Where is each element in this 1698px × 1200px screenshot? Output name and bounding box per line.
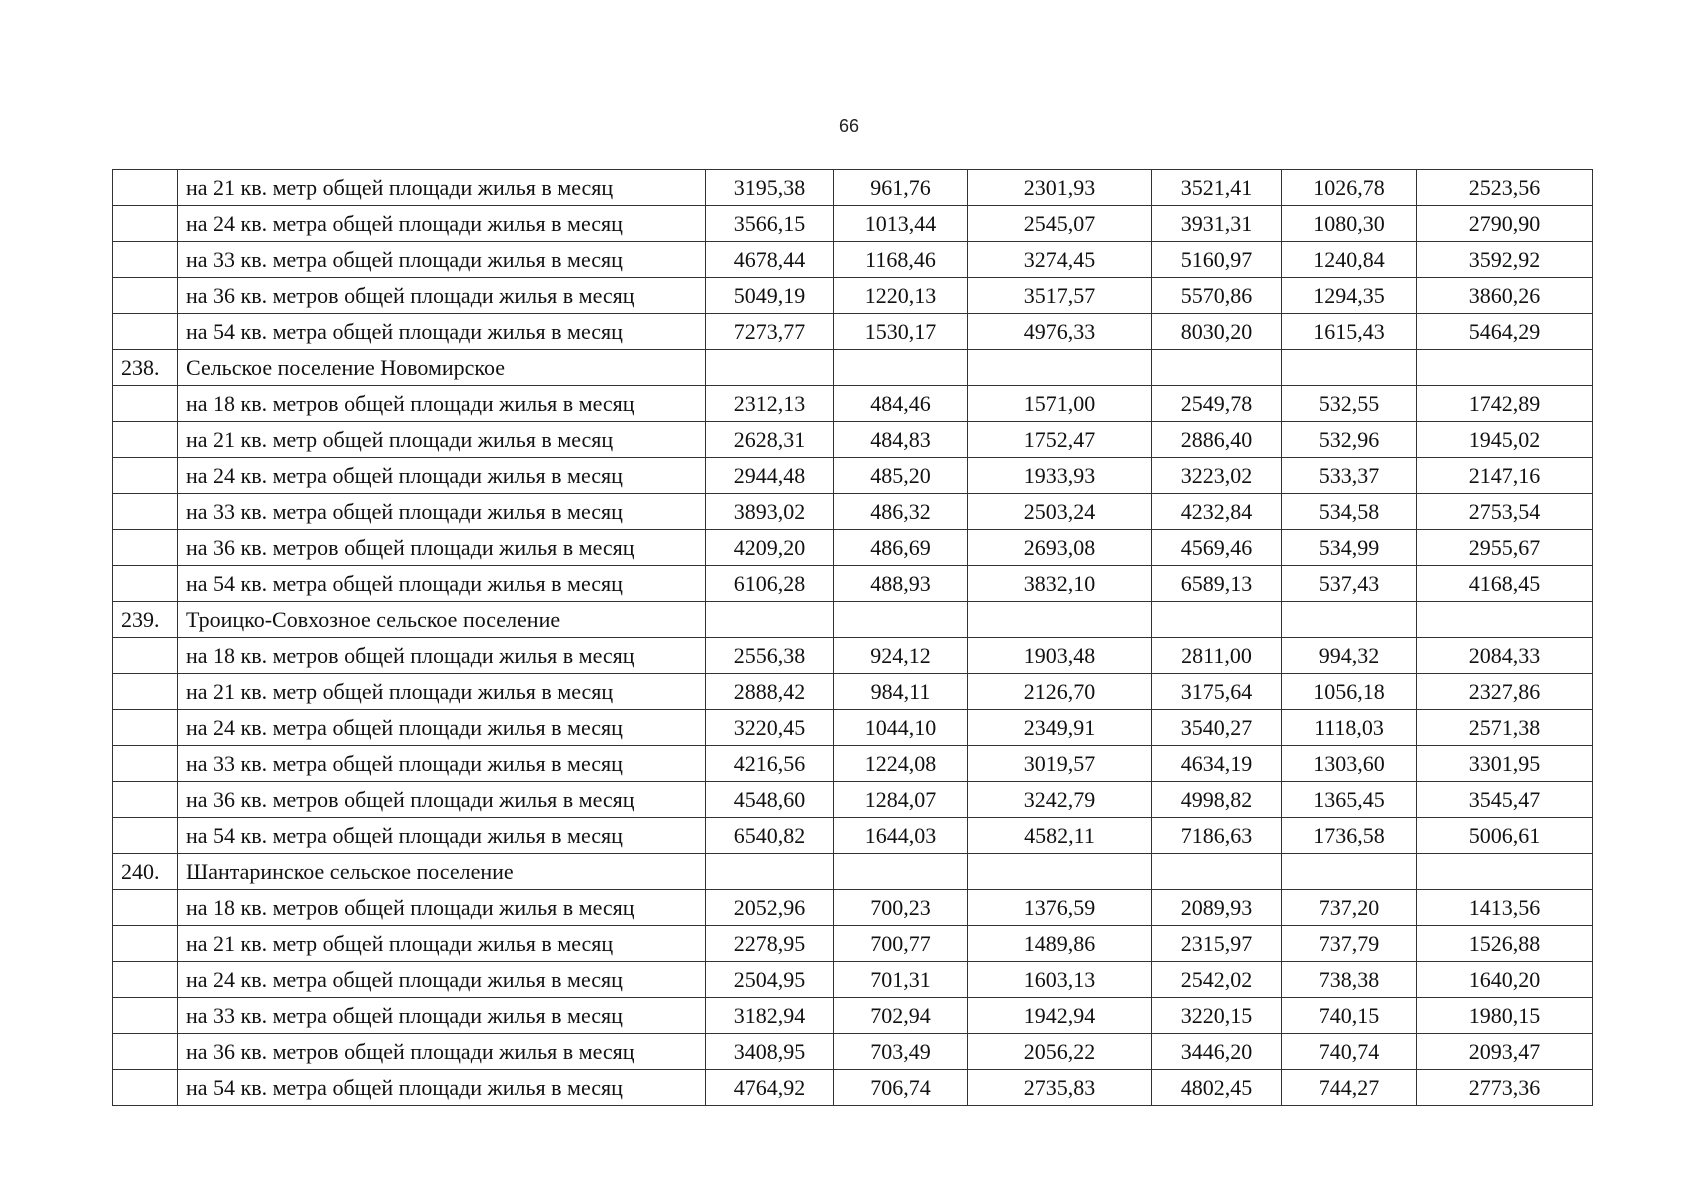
table-row <box>113 854 1593 890</box>
row-number-cell <box>113 962 178 998</box>
table-row <box>113 674 1593 710</box>
value-cell-5: 1080,30 <box>1282 206 1417 242</box>
value-cell-1: 4216,56 <box>706 746 834 782</box>
description-cell: на 36 кв. метров общей площади жилья в месяц <box>178 782 706 818</box>
value-cell-4 <box>1152 350 1282 386</box>
value-cell-3: 1752,47 <box>968 422 1152 458</box>
value-cell-2: 1044,10 <box>834 710 968 746</box>
value-cell-5 <box>1282 854 1417 890</box>
row-number-cell <box>113 566 178 602</box>
value-cell-5: 1056,18 <box>1282 674 1417 710</box>
value-cell-1: 3566,15 <box>706 206 834 242</box>
row-number-cell <box>113 494 178 530</box>
value-cell-6: 4168,45 <box>1417 566 1593 602</box>
table-row <box>113 962 1593 998</box>
value-cell-3: 3517,57 <box>968 278 1152 314</box>
value-cell-6: 3860,26 <box>1417 278 1593 314</box>
row-number-cell <box>113 530 178 566</box>
value-cell-3: 2056,22 <box>968 1034 1152 1070</box>
table-row <box>113 458 1593 494</box>
value-cell-6: 2753,54 <box>1417 494 1593 530</box>
value-cell-5: 738,38 <box>1282 962 1417 998</box>
value-cell-3: 2693,08 <box>968 530 1152 566</box>
value-cell-1: 6540,82 <box>706 818 834 854</box>
description-cell: на 54 кв. метра общей площади жилья в месяц <box>178 818 706 854</box>
value-cell-5: 532,55 <box>1282 386 1417 422</box>
value-cell-3 <box>968 350 1152 386</box>
value-cell-1: 6106,28 <box>706 566 834 602</box>
description-cell: на 33 кв. метра общей площади жилья в месяц <box>178 998 706 1034</box>
table-row <box>113 206 1593 242</box>
value-cell-1: 3182,94 <box>706 998 834 1034</box>
value-cell-3: 4976,33 <box>968 314 1152 350</box>
value-cell-6: 3592,92 <box>1417 242 1593 278</box>
value-cell-2: 1644,03 <box>834 818 968 854</box>
value-cell-5: 1240,84 <box>1282 242 1417 278</box>
value-cell-6: 2084,33 <box>1417 638 1593 674</box>
value-cell-4: 6589,13 <box>1152 566 1282 602</box>
value-cell-5: 737,79 <box>1282 926 1417 962</box>
table-row <box>113 1070 1593 1106</box>
value-cell-1 <box>706 350 834 386</box>
value-cell-3: 3832,10 <box>968 566 1152 602</box>
value-cell-5: 744,27 <box>1282 1070 1417 1106</box>
value-cell-6: 2571,38 <box>1417 710 1593 746</box>
value-cell-1: 2888,42 <box>706 674 834 710</box>
value-cell-2: 984,11 <box>834 674 968 710</box>
value-cell-4 <box>1152 602 1282 638</box>
value-cell-4: 7186,63 <box>1152 818 1282 854</box>
value-cell-5: 1294,35 <box>1282 278 1417 314</box>
row-number-cell <box>113 386 178 422</box>
value-cell-6: 2093,47 <box>1417 1034 1593 1070</box>
table-row <box>113 638 1593 674</box>
value-cell-3: 2503,24 <box>968 494 1152 530</box>
value-cell-3: 2301,93 <box>968 170 1152 206</box>
table-row <box>113 926 1593 962</box>
description-cell: на 36 кв. метров общей площади жилья в месяц <box>178 1034 706 1070</box>
value-cell-6: 2147,16 <box>1417 458 1593 494</box>
value-cell-2: 924,12 <box>834 638 968 674</box>
value-cell-5: 534,58 <box>1282 494 1417 530</box>
table-row <box>113 566 1593 602</box>
value-cell-1: 4678,44 <box>706 242 834 278</box>
value-cell-6 <box>1417 350 1593 386</box>
value-cell-4: 3521,41 <box>1152 170 1282 206</box>
value-cell-4: 2315,97 <box>1152 926 1282 962</box>
description-cell: на 54 кв. метра общей площади жилья в месяц <box>178 314 706 350</box>
value-cell-2 <box>834 602 968 638</box>
value-cell-4: 4998,82 <box>1152 782 1282 818</box>
table-body <box>113 170 1593 1106</box>
value-cell-1: 3220,45 <box>706 710 834 746</box>
value-cell-4: 4802,45 <box>1152 1070 1282 1106</box>
value-cell-5: 1303,60 <box>1282 746 1417 782</box>
value-cell-3: 3019,57 <box>968 746 1152 782</box>
description-cell: на 33 кв. метра общей площади жилья в месяц <box>178 746 706 782</box>
table-row <box>113 602 1593 638</box>
table-row <box>113 818 1593 854</box>
value-cell-2: 703,49 <box>834 1034 968 1070</box>
row-number-cell <box>113 746 178 782</box>
value-cell-3: 2545,07 <box>968 206 1152 242</box>
value-cell-1: 2556,38 <box>706 638 834 674</box>
value-cell-1 <box>706 854 834 890</box>
row-number-cell <box>113 206 178 242</box>
row-number-cell <box>113 710 178 746</box>
value-cell-1: 7273,77 <box>706 314 834 350</box>
value-cell-3: 1933,93 <box>968 458 1152 494</box>
value-cell-5: 532,96 <box>1282 422 1417 458</box>
value-cell-3: 2349,91 <box>968 710 1152 746</box>
row-number-cell <box>113 782 178 818</box>
table-row <box>113 890 1593 926</box>
value-cell-3: 1603,13 <box>968 962 1152 998</box>
description-cell: на 21 кв. метр общей площади жилья в месяц <box>178 674 706 710</box>
description-cell: Троицко-Совхозное сельское поселение <box>178 602 706 638</box>
table-row <box>113 782 1593 818</box>
value-cell-5: 1365,45 <box>1282 782 1417 818</box>
description-cell: на 24 кв. метра общей площади жилья в месяц <box>178 710 706 746</box>
value-cell-3: 4582,11 <box>968 818 1152 854</box>
row-number-cell <box>113 926 178 962</box>
value-cell-4: 3223,02 <box>1152 458 1282 494</box>
value-cell-2: 706,74 <box>834 1070 968 1106</box>
row-number-cell <box>113 422 178 458</box>
value-cell-1: 3408,95 <box>706 1034 834 1070</box>
table-row <box>113 494 1593 530</box>
value-cell-6: 3301,95 <box>1417 746 1593 782</box>
description-cell: на 21 кв. метр общей площади жилья в месяц <box>178 926 706 962</box>
table-row <box>113 314 1593 350</box>
value-cell-3: 2735,83 <box>968 1070 1152 1106</box>
row-number-cell <box>113 998 178 1034</box>
value-cell-2: 1530,17 <box>834 314 968 350</box>
value-cell-2: 961,76 <box>834 170 968 206</box>
value-cell-4: 4634,19 <box>1152 746 1282 782</box>
value-cell-2: 484,83 <box>834 422 968 458</box>
value-cell-5: 533,37 <box>1282 458 1417 494</box>
value-cell-5: 537,43 <box>1282 566 1417 602</box>
description-cell: на 24 кв. метра общей площади жилья в месяц <box>178 206 706 242</box>
value-cell-5: 740,15 <box>1282 998 1417 1034</box>
value-cell-1: 2278,95 <box>706 926 834 962</box>
value-cell-2: 700,23 <box>834 890 968 926</box>
description-cell: на 18 кв. метров общей площади жилья в месяц <box>178 638 706 674</box>
value-cell-1: 5049,19 <box>706 278 834 314</box>
description-cell: на 18 кв. метров общей площади жилья в месяц <box>178 890 706 926</box>
value-cell-3: 3274,45 <box>968 242 1152 278</box>
value-cell-4: 2089,93 <box>1152 890 1282 926</box>
description-cell: Сельское поселение Новомирское <box>178 350 706 386</box>
value-cell-3: 1376,59 <box>968 890 1152 926</box>
value-cell-2: 1224,08 <box>834 746 968 782</box>
table-row <box>113 242 1593 278</box>
value-cell-1: 2052,96 <box>706 890 834 926</box>
row-number-cell <box>113 314 178 350</box>
description-cell: на 33 кв. метра общей площади жилья в месяц <box>178 494 706 530</box>
value-cell-6 <box>1417 854 1593 890</box>
value-cell-6: 5464,29 <box>1417 314 1593 350</box>
row-number-cell <box>113 278 178 314</box>
value-cell-5: 737,20 <box>1282 890 1417 926</box>
value-cell-4: 2549,78 <box>1152 386 1282 422</box>
value-cell-1: 3893,02 <box>706 494 834 530</box>
value-cell-1: 4764,92 <box>706 1070 834 1106</box>
value-cell-1: 4209,20 <box>706 530 834 566</box>
value-cell-4: 2542,02 <box>1152 962 1282 998</box>
value-cell-6: 2790,90 <box>1417 206 1593 242</box>
value-cell-6: 2773,36 <box>1417 1070 1593 1106</box>
row-number-cell <box>113 170 178 206</box>
value-cell-5 <box>1282 350 1417 386</box>
table-row <box>113 530 1593 566</box>
table-row <box>113 386 1593 422</box>
value-cell-1: 2944,48 <box>706 458 834 494</box>
value-cell-6: 1945,02 <box>1417 422 1593 458</box>
table-row <box>113 998 1593 1034</box>
row-number-cell <box>113 1070 178 1106</box>
description-cell: на 36 кв. метров общей площади жилья в месяц <box>178 278 706 314</box>
value-cell-5: 1026,78 <box>1282 170 1417 206</box>
value-cell-4: 2886,40 <box>1152 422 1282 458</box>
value-cell-6: 1742,89 <box>1417 386 1593 422</box>
value-cell-4: 4569,46 <box>1152 530 1282 566</box>
value-cell-2: 700,77 <box>834 926 968 962</box>
value-cell-6: 1980,15 <box>1417 998 1593 1034</box>
table-row <box>113 746 1593 782</box>
description-cell: на 36 кв. метров общей площади жилья в месяц <box>178 530 706 566</box>
description-cell: на 54 кв. метра общей площади жилья в месяц <box>178 1070 706 1106</box>
value-cell-2: 1284,07 <box>834 782 968 818</box>
value-cell-2: 488,93 <box>834 566 968 602</box>
value-cell-6 <box>1417 602 1593 638</box>
description-cell: на 18 кв. метров общей площади жилья в месяц <box>178 386 706 422</box>
table-row <box>113 1034 1593 1070</box>
table-row <box>113 170 1593 206</box>
value-cell-4: 5160,97 <box>1152 242 1282 278</box>
value-cell-2: 701,31 <box>834 962 968 998</box>
description-cell: на 21 кв. метр общей площади жилья в месяц <box>178 170 706 206</box>
value-cell-2: 484,46 <box>834 386 968 422</box>
value-cell-6: 2955,67 <box>1417 530 1593 566</box>
row-number-cell: 238. <box>113 350 178 386</box>
description-cell: на 54 кв. метра общей площади жилья в месяц <box>178 566 706 602</box>
value-cell-5: 1118,03 <box>1282 710 1417 746</box>
row-number-cell <box>113 674 178 710</box>
description-cell: на 21 кв. метр общей площади жилья в месяц <box>178 422 706 458</box>
value-cell-4: 3220,15 <box>1152 998 1282 1034</box>
value-cell-3: 3242,79 <box>968 782 1152 818</box>
value-cell-3: 2126,70 <box>968 674 1152 710</box>
value-cell-3: 1903,48 <box>968 638 1152 674</box>
value-cell-5: 534,99 <box>1282 530 1417 566</box>
value-cell-2 <box>834 854 968 890</box>
value-cell-2: 702,94 <box>834 998 968 1034</box>
value-cell-2 <box>834 350 968 386</box>
value-cell-4: 3175,64 <box>1152 674 1282 710</box>
value-cell-6: 2327,86 <box>1417 674 1593 710</box>
row-number-cell <box>113 1034 178 1070</box>
table-row <box>113 350 1593 386</box>
value-cell-6: 2523,56 <box>1417 170 1593 206</box>
table-row <box>113 278 1593 314</box>
description-cell: на 33 кв. метра общей площади жилья в месяц <box>178 242 706 278</box>
description-cell: Шантаринское сельское поселение <box>178 854 706 890</box>
value-cell-6: 1413,56 <box>1417 890 1593 926</box>
value-cell-3 <box>968 854 1152 890</box>
value-cell-4: 3446,20 <box>1152 1034 1282 1070</box>
value-cell-5: 1736,58 <box>1282 818 1417 854</box>
row-number-cell: 239. <box>113 602 178 638</box>
value-cell-1 <box>706 602 834 638</box>
row-number-cell <box>113 458 178 494</box>
value-cell-2: 485,20 <box>834 458 968 494</box>
value-cell-3: 1571,00 <box>968 386 1152 422</box>
value-cell-2: 486,32 <box>834 494 968 530</box>
value-cell-4: 3540,27 <box>1152 710 1282 746</box>
value-cell-5: 740,74 <box>1282 1034 1417 1070</box>
value-cell-6: 3545,47 <box>1417 782 1593 818</box>
value-cell-1: 2628,31 <box>706 422 834 458</box>
value-cell-1: 3195,38 <box>706 170 834 206</box>
value-cell-5: 1615,43 <box>1282 314 1417 350</box>
row-number-cell: 240. <box>113 854 178 890</box>
value-cell-3: 1489,86 <box>968 926 1152 962</box>
value-cell-5: 994,32 <box>1282 638 1417 674</box>
value-cell-3: 1942,94 <box>968 998 1152 1034</box>
value-cell-4 <box>1152 854 1282 890</box>
row-number-cell <box>113 818 178 854</box>
value-cell-2: 1013,44 <box>834 206 968 242</box>
value-cell-1: 4548,60 <box>706 782 834 818</box>
description-cell: на 24 кв. метра общей площади жилья в месяц <box>178 962 706 998</box>
row-number-cell <box>113 638 178 674</box>
description-cell: на 24 кв. метра общей площади жилья в месяц <box>178 458 706 494</box>
page-number: 66 <box>838 116 860 136</box>
value-cell-6: 1526,88 <box>1417 926 1593 962</box>
value-cell-4: 3931,31 <box>1152 206 1282 242</box>
value-cell-5 <box>1282 602 1417 638</box>
table-row <box>113 710 1593 746</box>
value-cell-4: 2811,00 <box>1152 638 1282 674</box>
table-row <box>113 422 1593 458</box>
value-cell-1: 2312,13 <box>706 386 834 422</box>
value-cell-6: 1640,20 <box>1417 962 1593 998</box>
value-cell-2: 1168,46 <box>834 242 968 278</box>
value-cell-3 <box>968 602 1152 638</box>
tariff-table <box>112 169 1593 1106</box>
value-cell-4: 4232,84 <box>1152 494 1282 530</box>
value-cell-2: 1220,13 <box>834 278 968 314</box>
row-number-cell <box>113 890 178 926</box>
value-cell-1: 2504,95 <box>706 962 834 998</box>
row-number-cell <box>113 242 178 278</box>
value-cell-4: 5570,86 <box>1152 278 1282 314</box>
value-cell-6: 5006,61 <box>1417 818 1593 854</box>
value-cell-4: 8030,20 <box>1152 314 1282 350</box>
value-cell-2: 486,69 <box>834 530 968 566</box>
